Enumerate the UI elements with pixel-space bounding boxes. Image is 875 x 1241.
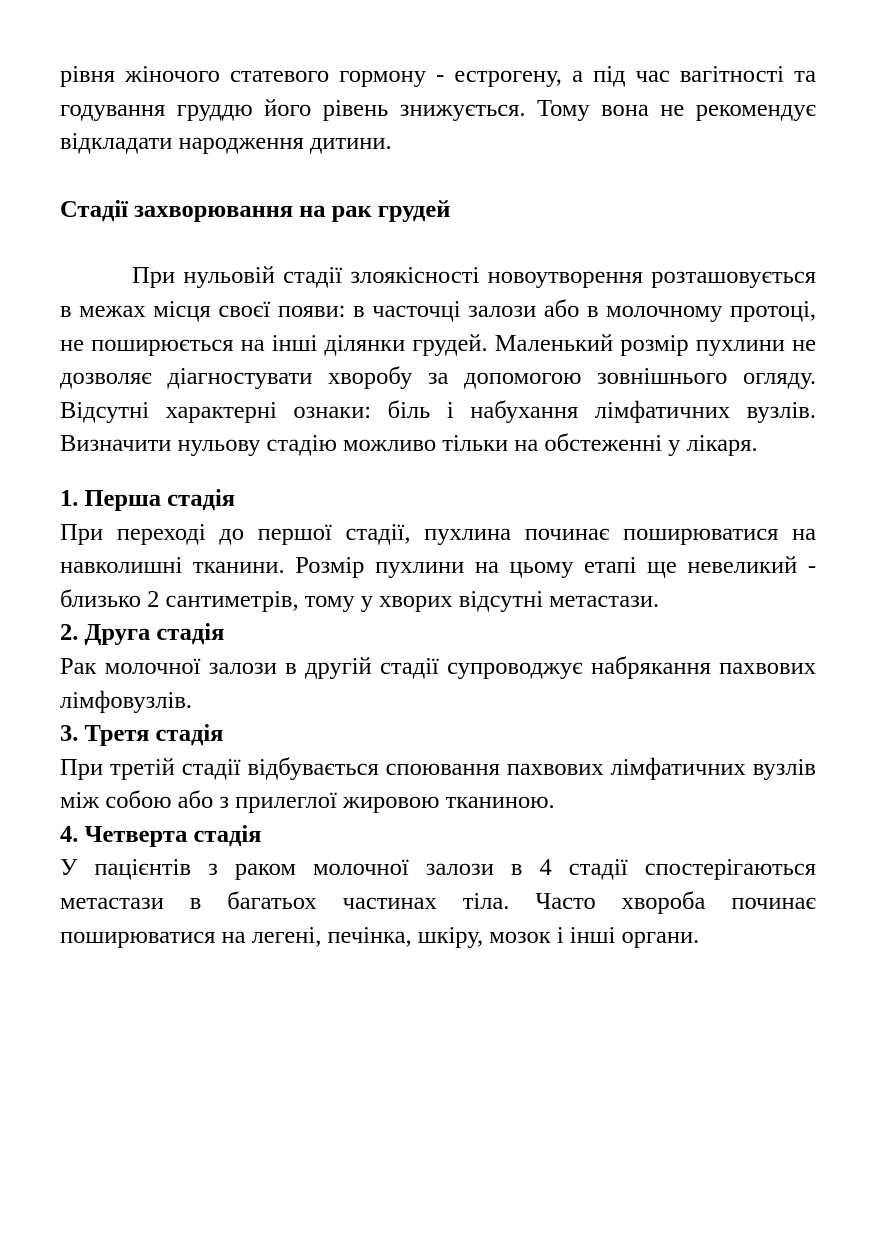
stage-2-text: Рак молочної залози в другій стадії супроводжує набрякання пахвових лімфовузлів. <box>60 652 816 714</box>
stage-1-heading: 1. Перша стадія <box>60 484 236 512</box>
stage-2-heading: 2. Друга стадія <box>60 619 225 647</box>
stage-4-text: У пацієнтів з раком молочної залози в 4 стадії спостерігаються метастази в багатьох частинах тіла. Часто хвороба починає поширюватися на легені, печінка, шкіру, мозок і інші органи. <box>60 854 816 949</box>
stage-zero-paragraph: При нульовій стадії злоякісності новоутворення розташовується в межах місця своєї появи: в часточці залози або в молочному протоці, не поширюється на інші ділянки грудей. Маленький розмір пухлини не дозволяє діагностувати хворобу за допомогою зовнішнього огляду. Відсутні характерні ознаки: біль і набухання лімфатичних вузлів. Визначити нульову стадію можливо тільки на обстеженні у лікаря. <box>60 262 816 458</box>
document-page <box>60 58 816 952</box>
stage-4-heading: 4. Четверта стадія <box>60 820 262 848</box>
stage-3-text: При третій стадії відбувається споювання пахвових лімфатичних вузлів між собою або з прилеглої жировою тканиною. <box>60 753 816 815</box>
section-title: Стадії захворювання на рак грудей <box>60 195 451 223</box>
stage-1-text: При переході до першої стадії, пухлина починає поширюватися на навколишні тканини. Розмір пухлини на цьому етапі ще невеликий - близько 2 сантиметрів, тому у хворих відсутні метастази. <box>60 518 816 613</box>
stage-3-heading: 3. Третя стадія <box>60 720 224 748</box>
intro-paragraph: рівня жіночого статевого гормону - естрогену, а під час вагітності та годування груддю його рівень знижується. Тому вона не рекомендує відкладати народження дитини. <box>60 61 816 156</box>
